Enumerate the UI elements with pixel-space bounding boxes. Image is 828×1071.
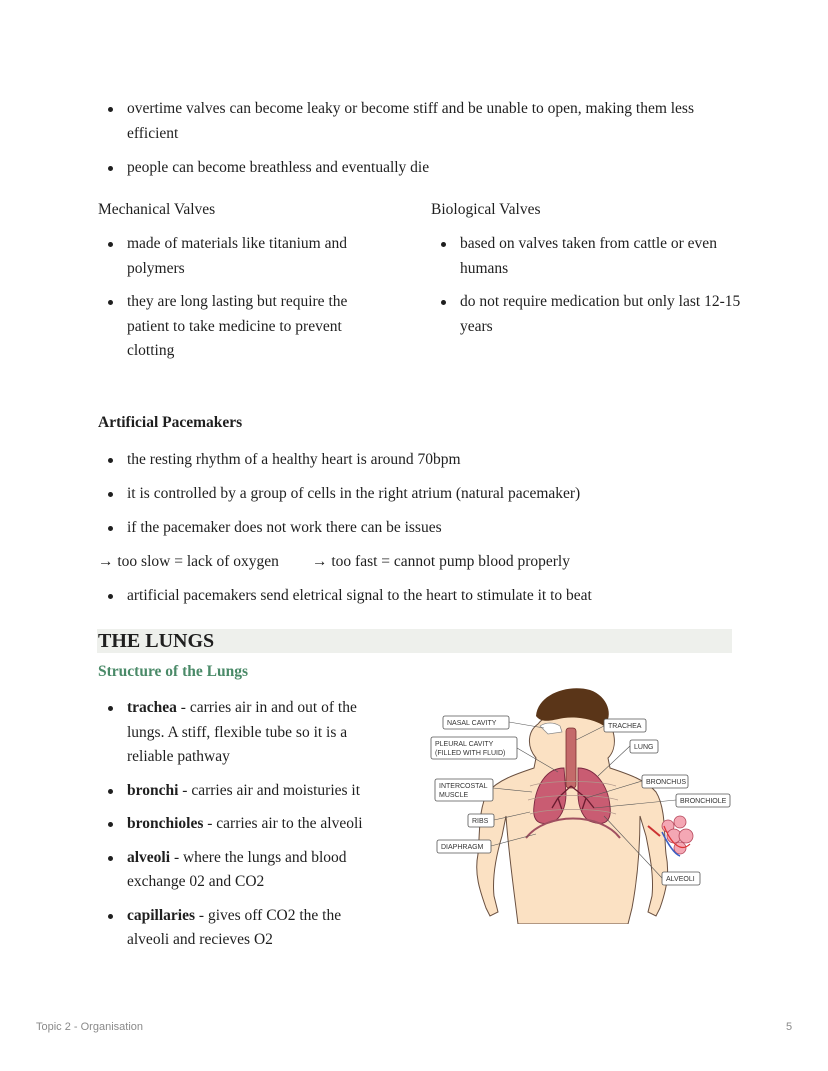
list-item — [98, 696, 383, 770]
biological-valves-list — [431, 232, 741, 339]
biological-valves-title: Biological Valves — [431, 201, 541, 218]
svg-text:RIBS: RIBS — [472, 818, 489, 825]
footer-topic: Topic 2 - Organisation — [36, 1021, 143, 1033]
arrow-line-too-fast: → too fast = cannot pump blood properly — [312, 553, 570, 570]
list-item: based on valves taken from cattle or even humans — [431, 232, 741, 281]
list-item — [98, 846, 383, 895]
pacemakers-list — [98, 448, 738, 541]
list-item: if the pacemaker does not work there can be issues — [98, 516, 738, 541]
arrow-line-too-slow: → too slow = lack of oxygen — [98, 553, 279, 570]
list-item — [98, 812, 383, 837]
svg-text:ALVEOLI: ALVEOLI — [666, 876, 695, 883]
list-item — [98, 904, 383, 953]
term: bronchioles — [127, 815, 204, 832]
mechanical-valves-title: Mechanical Valves — [98, 201, 216, 218]
description: - gives off CO2 the the alveoli and recieves O2 — [127, 906, 342, 948]
svg-text:LUNG: LUNG — [634, 744, 654, 751]
svg-text:(FILLED WITH FLUID): (FILLED WITH FLUID) — [435, 750, 506, 757]
label-nasal-cavity — [443, 716, 544, 729]
lungs-heading: THE LUNGS — [97, 629, 732, 653]
list-item — [98, 779, 383, 804]
svg-text:DIAPHRAGM: DIAPHRAGM — [441, 844, 484, 851]
list-item: made of materials like titanium and polymers — [98, 232, 378, 281]
list-item: artificial pacemakers send eletrical signal to the heart to stimulate it to beat — [98, 584, 738, 609]
respiratory-system-diagram — [428, 676, 733, 924]
pacemakers-heading: Artificial Pacemakers — [98, 414, 243, 431]
intro-bullet-list — [98, 97, 738, 181]
svg-text:MUSCLE: MUSCLE — [439, 792, 469, 799]
term: alveoli — [127, 848, 171, 866]
term: capillaries — [127, 906, 196, 924]
pacemakers-last-list — [98, 584, 738, 609]
lungs-subheading: Structure of the Lungs — [98, 663, 248, 680]
term: bronchi — [127, 781, 179, 799]
term: trachea — [127, 699, 177, 716]
list-item: they are long lasting but require the patient to take medicine to prevent clotting — [98, 290, 378, 364]
svg-text:INTERCOSTAL: INTERCOSTAL — [439, 783, 488, 790]
svg-text:PLEURAL CAVITY: PLEURAL CAVITY — [435, 741, 494, 748]
description: - carries air in and out of the lungs. A stiff, flexible tube so it is a reliable pathway — [127, 699, 357, 765]
description: - carries air and moisturies it — [178, 781, 361, 799]
list-item: the resting rhythm of a healthy heart is around 70bpm — [98, 448, 738, 473]
mechanical-valves-list — [98, 232, 378, 364]
svg-text:TRACHEA: TRACHEA — [608, 723, 642, 730]
list-item: do not require medication but only last 12-15 years — [431, 290, 741, 339]
list-item: it is controlled by a group of cells in the right atrium (natural pacemaker) — [98, 482, 738, 507]
list-item: overtime valves can become leaky or become stiff and be unable to open, making them less efficient — [98, 97, 738, 146]
svg-text:BRONCHUS: BRONCHUS — [646, 779, 687, 786]
list-item: people can become breathless and eventually die — [98, 156, 738, 181]
description: - carries air to the alveoli — [203, 815, 363, 832]
svg-text:NASAL CAVITY: NASAL CAVITY — [447, 720, 497, 727]
page-number: 5 — [786, 1021, 793, 1033]
description: - where the lungs and blood exchange 02 and CO2 — [127, 848, 347, 890]
svg-text:BRONCHIOLE: BRONCHIOLE — [680, 798, 727, 805]
lungs-structure-list — [98, 696, 383, 953]
